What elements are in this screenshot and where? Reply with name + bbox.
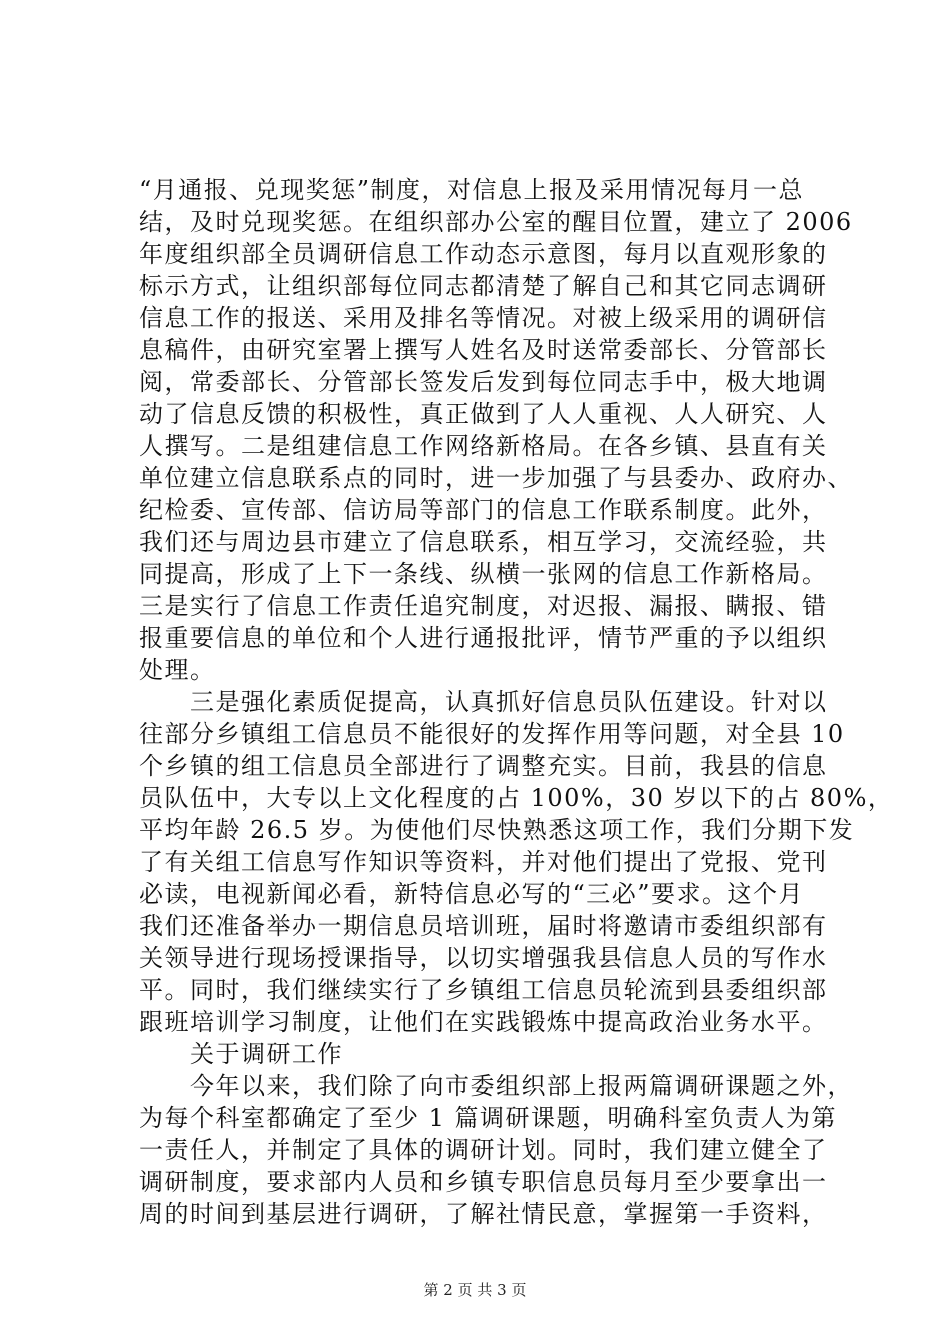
text-line: 个乡镇的组工信息员全部进行了调整充实。目前，我县的信息 — [139, 752, 828, 780]
page-number-footer: 第 2 页 共 3 页 — [423, 1281, 527, 1299]
text-line: 周的时间到基层进行调研，了解社情民意，掌握第一手资料， — [139, 1200, 828, 1228]
text-line: 平均年龄 26.5 岁。为使他们尽快熟悉这项工作，我们分期下发 — [139, 816, 855, 844]
text-line: 三是强化素质促提高，认真抓好信息员队伍建设。针对以 — [139, 688, 828, 716]
text-line: 报重要信息的单位和个人进行通报批评，情节严重的予以组织 — [139, 624, 828, 652]
text-line: 跟班培训学习制度，让他们在实践锻炼中提高政治业务水平。 — [139, 1008, 828, 1036]
text-line: 信息工作的报送、采用及排名等情况。对被上级采用的调研信 — [139, 304, 828, 332]
text-line: 纪检委、宣传部、信访局等部门的信息工作联系制度。此外， — [139, 496, 828, 524]
text-line: 单位建立信息联系点的同时，进一步加强了与县委办、政府办、 — [139, 464, 853, 492]
text-line: 处理。 — [139, 656, 216, 684]
text-line: 三是实行了信息工作责任追究制度，对迟报、漏报、瞒报、错 — [139, 592, 828, 620]
text-line: 必读，电视新闻必看，新特信息必写的“三必”要求。这个月 — [139, 880, 805, 908]
section-heading: 关于调研工作 — [139, 1040, 343, 1068]
text-line: 标示方式，让组织部每位同志都清楚了解自己和其它同志调研 — [139, 272, 828, 300]
text-line: 我们还准备举办一期信息员培训班，届时将邀请市委组织部有 — [139, 912, 828, 940]
text-line: 今年以来，我们除了向市委组织部上报两篇调研课题之外， — [139, 1072, 853, 1100]
document-body — [139, 174, 894, 1230]
text-line: 一责任人，并制定了具体的调研计划。同时，我们建立健全了 — [139, 1136, 828, 1164]
text-line: 阅，常委部长、分管部长签发后发到每位同志手中，极大地调 — [139, 368, 828, 396]
text-line: 结，及时兑现奖惩。在组织部办公室的醒目位置，建立了 2006 — [139, 208, 853, 236]
text-line: 同提高，形成了上下一条线、纵横一张网的信息工作新格局。 — [139, 560, 828, 588]
text-line: 我们还与周边县市建立了信息联系，相互学习，交流经验，共 — [139, 528, 828, 556]
text-line: 了有关组工信息写作知识等资料，并对他们提出了党报、党刊 — [139, 848, 828, 876]
text-line: “月通报、兑现奖惩”制度，对信息上报及采用情况每月一总 — [139, 176, 805, 204]
text-line: 往部分乡镇组工信息员不能很好的发挥作用等问题，对全县 10 — [139, 720, 845, 748]
text-line: 息稿件，由研究室署上撰写人姓名及时送常委部长、分管部长 — [139, 336, 828, 364]
text-line: 动了信息反馈的积极性，真正做到了人人重视、人人研究、人 — [139, 400, 828, 428]
text-line: 人撰写。二是组建信息工作网络新格局。在各乡镇、县直有关 — [139, 432, 828, 460]
text-line: 年度组织部全员调研信息工作动态示意图，每月以直观形象的 — [139, 240, 828, 268]
text-line: 为每个科室都确定了至少 1 篇调研课题，明确科室负责人为第 — [139, 1104, 838, 1132]
text-line: 调研制度，要求部内人员和乡镇专职信息员每月至少要拿出一 — [139, 1168, 828, 1196]
text-line: 关领导进行现场授课指导，以切实增强我县信息人员的写作水 — [139, 944, 828, 972]
text-line: 员队伍中，大专以上文化程度的占 100%，30 岁以下的占 80%， — [139, 784, 894, 812]
text-line: 平。同时，我们继续实行了乡镇组工信息员轮流到县委组织部 — [139, 976, 828, 1004]
